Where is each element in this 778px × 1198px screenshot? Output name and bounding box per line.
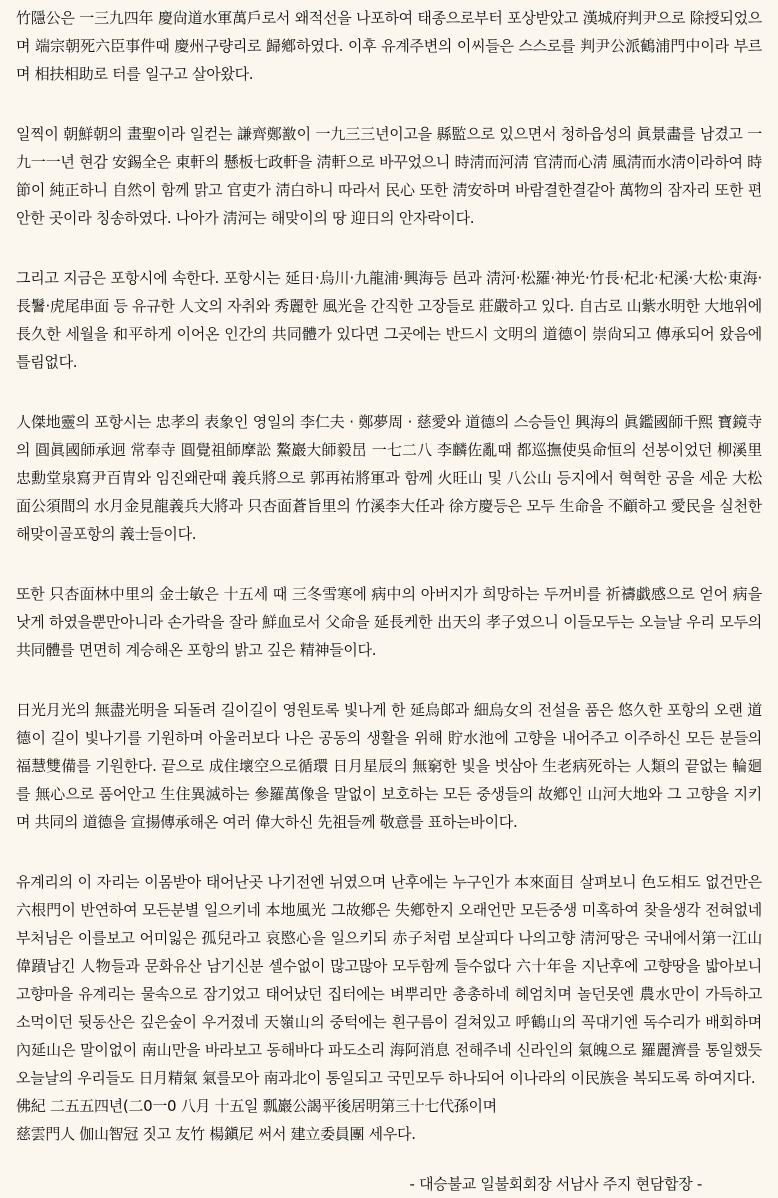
- paragraph-heroes: 人傑地靈의 포항시는 忠孝의 表象인 영일의 李仁夫 · 鄭夢周 · 慈愛와 道德의 스승들인 興海의 眞鑑國師千熙 寶鏡寺의 圓眞國師承迥 常奉寺 圓覺祖師摩訟 鰲巖大師毅旵 一七二八 李麟佐亂때 都巡撫使吳命恒의 선봉이었던 柳溪里 忠勳堂泉寫尹百冑와 임진왜란때 義兵將으로 郭再祐將軍과 함께 火旺山 및 八公山 등지에서 혁혁한 공을 세운 大松面公須間의 水月金見龍義兵大將과 只杏面蒼旨里의 竹溪李大任과 徐方慶등은 모두 生命을 不顧하고 愛民을 실천한 해맞이골포항의 義士들이다.: [16, 413, 762, 543]
- paragraph-intro: 竹隱公은 一三九四年 慶尙道水軍萬戶로서 왜적선을 나포하여 태종으로부터 포상받았고 漢城府判尹으로 除授되었으며 端宗朝死六臣事件때 慶州구량리로 歸鄕하였다. 이후 유계주변의 이씨들은 스스로를 判尹公派鶴浦門中이라 부르며 相扶相助로 터를 일구고 살아왔다.: [16, 9, 762, 83]
- paragraph-hometown-verse: 유계리의 이 자리는 이몸받아 태어난곳 나기전엔 뉘였으며 난후에는 누구인가 本來面目 살펴보니 色도相도 없건만은 六根門이 반연하여 모든분별 일으키네 本地風光 그故鄕은 失鄕한지 오래언만 모든중생 미혹하여 찾을생각 전혀없네 부처님은 이를보고 어미잃은 孤兒라고 哀愍心을 일으키되 赤子처럼 보살피다 나의고향 淸河땅은 국내에서第一江山 偉蹟남긴 人物들과 문화유산 남기신분 셀수없이 많고많아 모두함께 들수없다 六十年을 지난후에 고향땅을 밟아보니 고향마을 유계리는 물속으로 잠기었고 태어났던 집터에는 벼뿌리만 총총하네 헤엄치며 놀던못엔 農水만이 가득하고 소먹이던 뒷동산은 깊은숲이 우거졌네 天嶺山의 중턱에는 흰구름이 걸쳐있고 呼鶴山의 꼭대기엔 독수리가 배회하며 內延山은 말이없이 南山만을 바라보고 동해바다 파도소리 海阿消息 전해주네 신라인의 氣魄으로 羅麗濟를 통일했듯 오늘날의 우리들도 日月精氣 氣를모아 南과北이 통일되고 국민모두 하나되어 이나라의 이民族을 복되도록 하여지다.: [16, 873, 762, 1087]
- credit-line: 慈雲門人 伽山智冠 짓고 友竹 楊鎭尼 써서 建立委員團 세우다.: [16, 1125, 416, 1143]
- paragraph-filial-piety: 또한 只杏面林中里의 金士敏은 十五세 때 三冬雪寒에 病中의 아버지가 희망하는 두꺼비를 祈禱戱感으로 얻어 病을 낫게 하였을뿐만아니라 손가락을 잘라 鮮血로서 父命을 延長케한 出天의 孝子였으니 이들모두는 오늘날 우리 모두의 共同體를 면면히 계승해온 포항의 밝고 깊은 精神들이다.: [16, 585, 762, 659]
- signature: - 대승불교 일불회회장 서남사 주지 현담합장 -: [409, 1175, 702, 1193]
- paragraph-pohang-region: 그리고 지금은 포항시에 속한다. 포항시는 延日·烏川·九龍浦·興海등 邑과 淸河·松羅·神光·竹長·杞北·杞溪·大松·東海·長鬐·虎尾串面 등 유규한 人文의 자취와 秀麗한 風光을 간직한 고장들로 莊嚴하고 있다. 自古로 山紫水明한 大地위에 長久한 세월을 和平하게 이어온 인간의 共同體가 있다면 그곳에는 반드시 文明의 道德이 崇尙되고 傳承되어 왔음에 틀림없다.: [16, 269, 762, 371]
- paragraph-tribute: 日光月光의 無盡光明을 되돌려 길이길이 영원토록 빛나게 한 延烏郞과 細烏女의 전설을 품은 悠久한 포항의 오랜 道德이 길이 빛나기를 기원하며 아울러보다 나은 공동의 생활을 위해 貯水池에 고향을 내어주고 이주하신 모든 분들의 福慧雙備를 기원한다. 끝으로 成住壞空으로循環 日月星辰의 無窮한 빛을 벗삼아 生老病死하는 人類의 끝없는 輪廻를 無心으로 품어안고 生住異滅하는 參羅萬像을 말없이 보호하는 모든 중생들의 故鄕인 山河大地와 그 고향을 지키며 共同의 道德을 宣揚傳承해온 여러 偉大하신 先祖들께 敬意를 표하는바이다.: [16, 701, 762, 831]
- paragraph-cheongha-history: 일찍이 朝鮮朝의 畫聖이라 일컫는 謙齊鄭敾이 一九三三년이고을 縣監으로 있으면서 청하읍성의 眞景畵를 남겼고 一九一一년 현감 安錫全은 東軒의 懸板七政軒을 淸軒으로 바꾸었으니 時淸而河淸 官淸而心淸 風淸而水淸이라하여 時節이 純正하니 自然이 함께 맑고 官吏가 淸白하니 따라서 民心 또한 淸安하며 바람결한결같아 萬物의 잠자리 또한 편안한 곳이라 칭송하였다. 나아가 淸河는 해맞이의 땅 迎日의 안자락이다.: [16, 125, 762, 227]
- date-line: 佛紀 二五五四년(二0一0 八月 十五일 瓢巖公謁平後居明第三十七代孫이며: [16, 1097, 497, 1115]
